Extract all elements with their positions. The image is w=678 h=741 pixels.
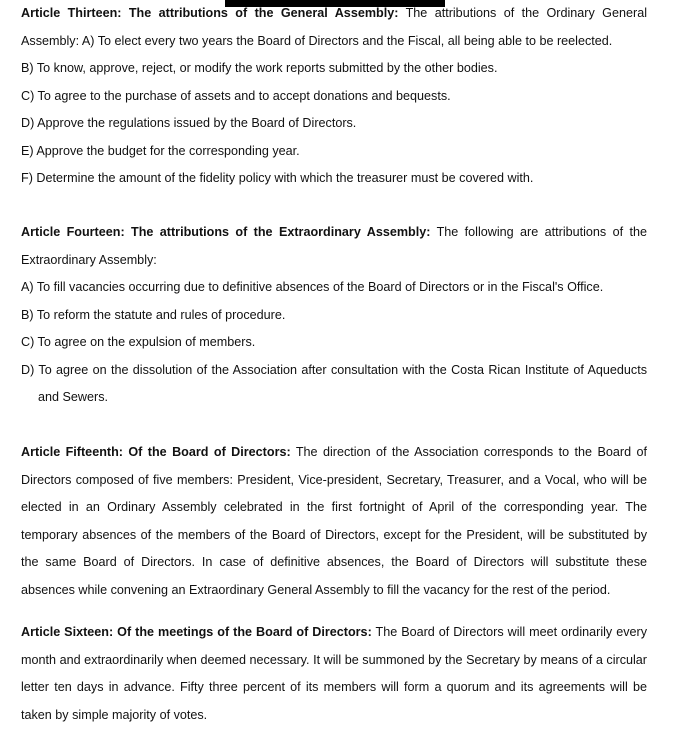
article-fifteenth <box>21 439 647 604</box>
article-thirteen-item-e: E) Approve the budget for the corresponding year. <box>21 143 300 158</box>
article-fifteenth-body: The direction of the Association corresponds to the Board of Directors composed of five members: President, Vice-president, Secretary, Treasurer, and a Vocal, who will be elected in an Ordinary Assembly celebrated in the first fortnight of April of the corresponding year. The temporary absences of the members of the Board of Directors, except for the President, will be substituted by the same Board of Directors. In case of definitive absences, the Board of Directors will substitute these absences while convening an Extraordinary General Assembly to fill the vacancy for the rest of the period. <box>21 445 647 597</box>
article-fourteen-heading: Article Fourteen: The attributions of the Extraordinary Assembly: <box>21 225 431 239</box>
article-thirteen-item-b: B) To know, approve, reject, or modify the work reports submitted by the other bodies. <box>21 61 498 75</box>
article-fourteen-item-d: D) To agree on the dissolution of the Association after consultation with the Costa Rican Institute of Aqueducts and Sewers. <box>21 362 647 404</box>
article-sixteen <box>21 619 647 729</box>
article-thirteen-item-d: D) Approve the regulations issued by the Board of Directors. <box>21 116 357 130</box>
article-sixteen-heading: Article Sixteen: Of the meetings of the Board of Directors: <box>21 625 372 639</box>
article-fourteen-intro-paragraph <box>21 219 647 274</box>
article-fourteen-item-c: C) To agree on the expulsion of members. <box>21 335 256 349</box>
article-sixteen-body: The Board of Directors will meet ordinarily every month and extraordinarily when deemed necessary. It will be summoned by the Secretary by means of a circular letter ten days in advance. Fifty three percent of its members will form a quorum and its agreements will be taken by simple majority of votes. <box>21 625 647 722</box>
article-fourteen-intro: The following are attributions of the Extraordinary Assembly: <box>21 225 647 267</box>
article-thirteen-heading: Article Thirteen: The attributions of the General Assembly: <box>21 6 399 20</box>
article-fifteenth-paragraph <box>21 439 647 604</box>
article-fourteen-item-a: A) To fill vacancies occurring due to definitive absences of the Board of Directors or in the Fiscal's Office. <box>21 280 604 294</box>
article-fifteenth-heading: Article Fifteenth: Of the Board of Directors: <box>21 445 291 459</box>
article-thirteen-intro-paragraph <box>21 0 647 55</box>
article-thirteen <box>21 0 647 193</box>
article-thirteen-item-f: F) Determine the amount of the fidelity policy with which the treasurer must be covered with. <box>21 171 534 185</box>
article-sixteen-paragraph <box>21 619 647 729</box>
article-thirteen-item-c: C) To agree to the purchase of assets and to accept donations and bequests. <box>21 88 451 103</box>
article-thirteen-intro: The attributions of the Ordinary General Assembly: A) To elect every two years the Board of Directors and the Fiscal, all being able to be reelected. <box>21 6 647 48</box>
article-fourteen-item-b: B) To reform the statute and rules of procedure. <box>21 307 286 322</box>
article-fourteen <box>21 219 647 412</box>
